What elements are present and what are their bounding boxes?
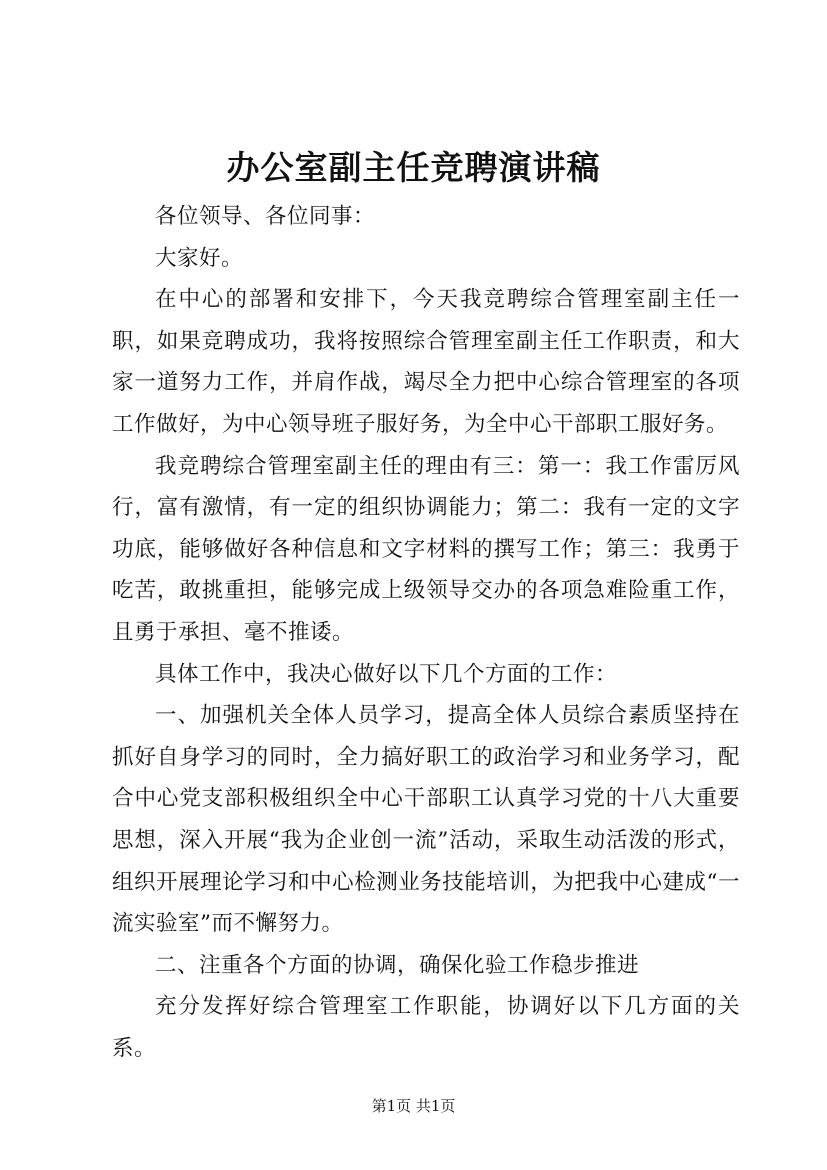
paragraph-point-two: 二、注重各个方面的协调，确保化验工作稳步推进 bbox=[155, 952, 640, 978]
paragraph-greeting: 各位领导、各位同事： bbox=[155, 204, 376, 229]
document-title: 办公室副主任竞聘演讲稿 bbox=[226, 148, 601, 187]
paragraph-intro: 在中心的部署和安排下，今天我竞聘综合管理室副主任一职，如果竞聘成功，我将按照综合管理室副主任工作职责，和大家一道努力工作，并肩作战，竭尽全力把中心综合管理室的各项工作做好，为中心领导班子服好务，为全中心干部职工服好务。 bbox=[112, 287, 740, 437]
paragraph-work-plan: 具体工作中，我决心做好以下几个方面的工作： bbox=[155, 661, 618, 687]
paragraph-point-two-detail: 充分发挥好综合管理室工作职能，协调好以下几方面的关系。 bbox=[112, 994, 740, 1061]
paragraph-hello: 大家好。 bbox=[155, 245, 244, 271]
paragraph-reasons: 我竞聘综合管理室副主任的理由有三：第一：我工作雷厉风行，富有激情，有一定的组织协调能力；第二：我有一定的文字功底，能够做好各种信息和文字材料的撰写工作；第三：我勇于吃苦，敢挑重担，能够完成上级领导交办的各项急难险重工作，且勇于承担、毫不推诿。 bbox=[112, 453, 740, 645]
page-footer: 第1页 共1页 bbox=[371, 1097, 456, 1115]
paragraph-point-one: 一、加强机关全体人员学习，提高全体人员综合素质坚持在抓好自身学习的同时，全力搞好职工的政治学习和业务学习，配合中心党支部积极组织全中心干部职工认真学习党的十八大重要思想，深入开展“我为企业创一流”活动，采取生动活泼的形式，组织开展理论学习和中心检测业务技能培训，为把我中心建成“一流实验室”而不懈努力。 bbox=[112, 703, 740, 937]
document-body bbox=[112, 196, 740, 1069]
